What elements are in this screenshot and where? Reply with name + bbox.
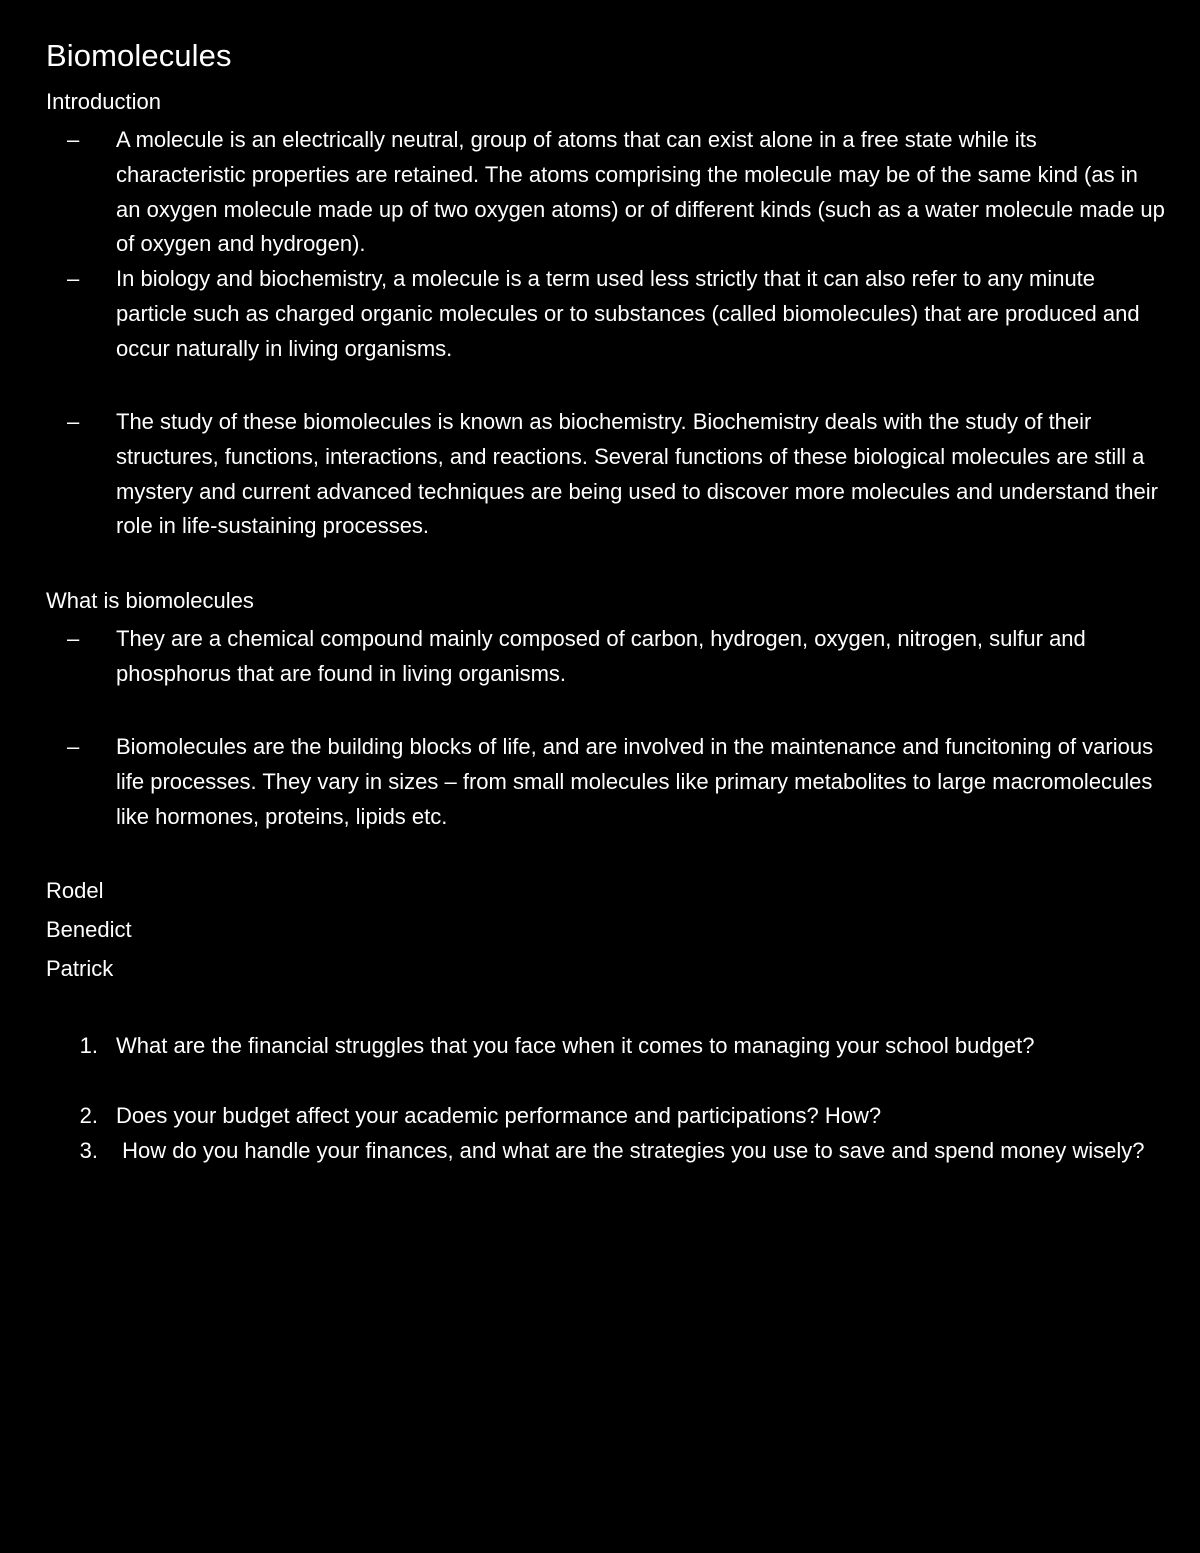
section-heading-what-is-biomolecules: What is biomolecules xyxy=(46,588,254,613)
question-text: How do you handle your finances, and what are the strategies you use to save and spend money wisely? xyxy=(116,1138,1145,1163)
name-patrick: Patrick xyxy=(46,956,114,981)
question-number: 3. xyxy=(79,1138,98,1163)
question-text: What are the financial struggles that you face when it comes to managing your school budget? xyxy=(116,1033,1035,1058)
bullet-text: A molecule is an electrically neutral, group of atoms that can exist alone in a free state while its characteristic properties are retained. The atoms comprising the molecule may be of the same kind (as in an oxygen molecule made up of two oxygen atoms) or of different kinds (such as a water molecule made up of oxygen and hydrogen). xyxy=(116,127,1165,257)
bullet-text: They are a chemical compound mainly composed of carbon, hydrogen, oxygen, nitrogen, sulfur and phosphorus that are found in living organisms. xyxy=(116,626,1086,686)
bullet-dash: – xyxy=(67,626,80,651)
bullet-text: In biology and biochemistry, a molecule is a term used less strictly that it can also refer to any minute particle such as charged organic molecules or to substances (called biomolecules) that are produced and occur naturally in living organisms. xyxy=(116,266,1140,361)
bullet-dash: – xyxy=(67,127,80,152)
bullet-text: Biomolecules are the building blocks of life, and are involved in the maintenance and funcitoning of various life processes. They vary in sizes – from small molecules like primary metabolites to large macromolecules like hormones, proteins, lipids etc. xyxy=(116,734,1154,829)
bullet-text: The study of these biomolecules is known as biochemistry. Biochemistry deals with the study of their structures, functions, interactions, and reactions. Several functions of these biological molecules are still a mystery and current advanced techniques are being used to discover more molecules and understand their role in life-sustaining processes. xyxy=(116,409,1158,539)
section-heading-introduction: Introduction xyxy=(46,89,161,114)
question-text: Does your budget affect your academic performance and participations? How? xyxy=(116,1103,882,1128)
name-benedict: Benedict xyxy=(46,917,132,942)
bullet-dash: – xyxy=(67,266,80,291)
question-number: 2. xyxy=(79,1103,98,1128)
name-rodel: Rodel xyxy=(46,878,104,903)
bullet-dash: – xyxy=(67,734,80,759)
bullet-dash: – xyxy=(67,409,80,434)
question-number: 1. xyxy=(79,1033,98,1058)
document-title: Biomolecules xyxy=(46,38,232,73)
